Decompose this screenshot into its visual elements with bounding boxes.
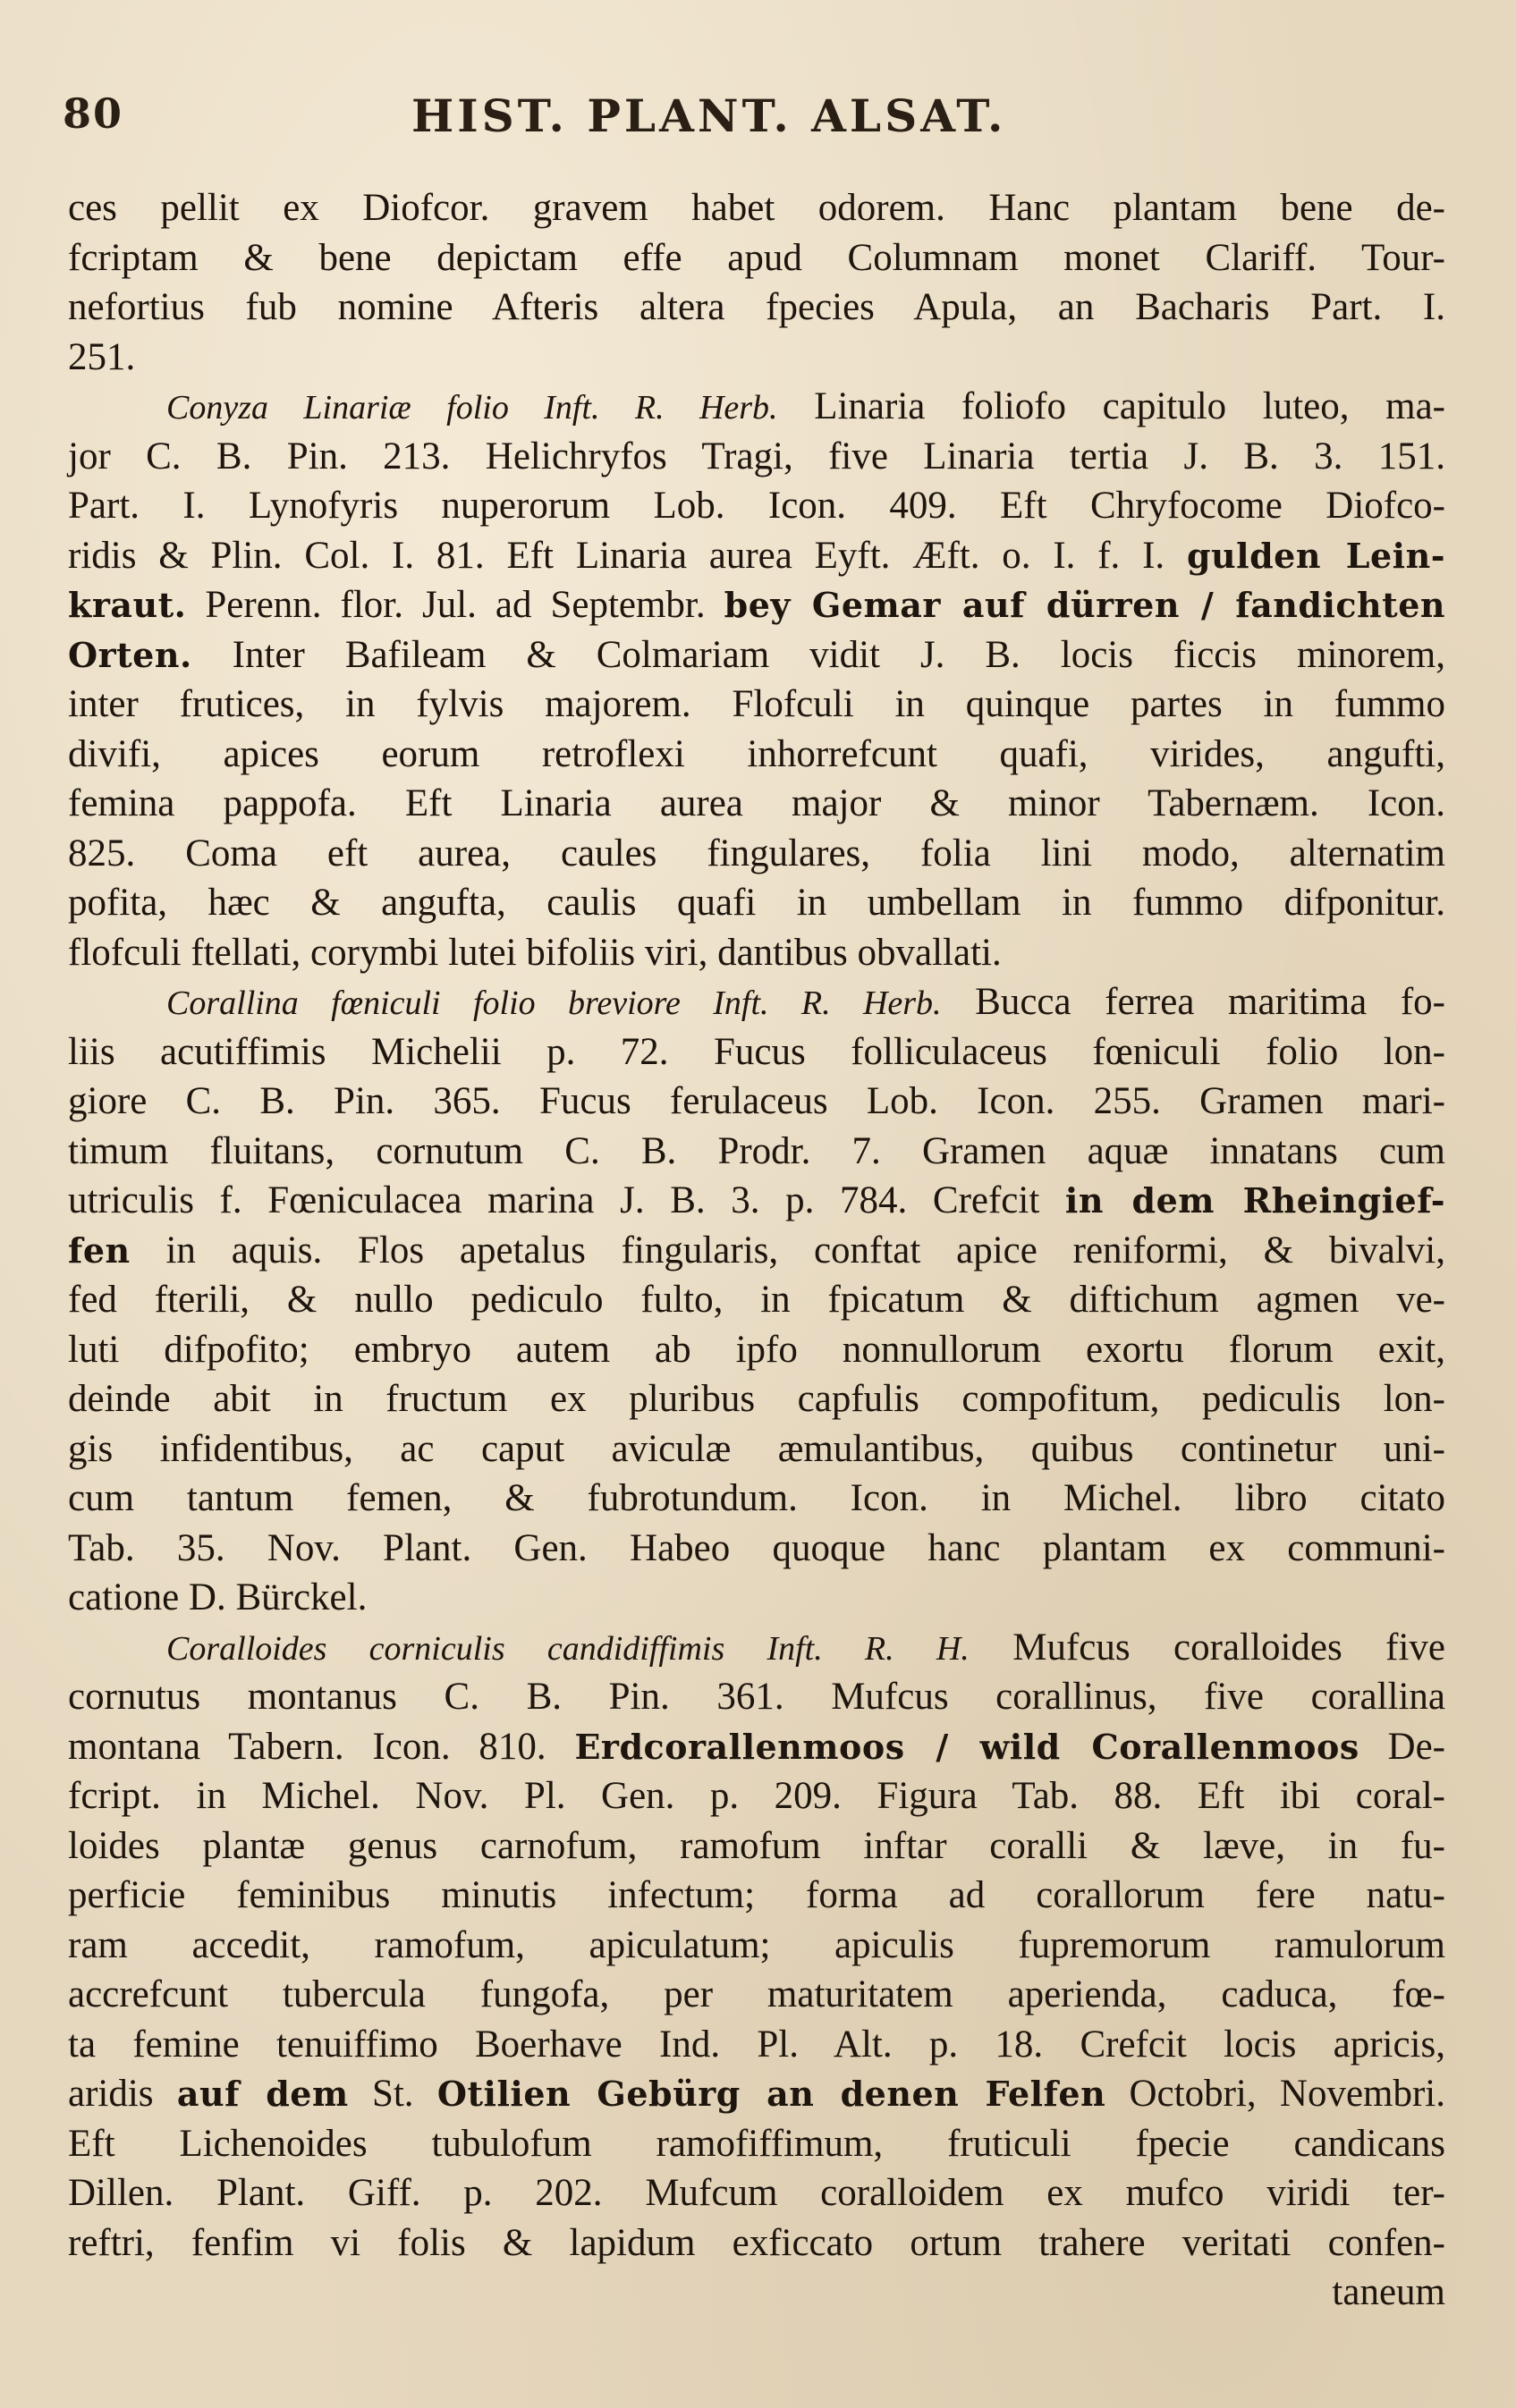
line-text: timum fluitans, cornutum C. B. Prodr. 7. Gramen aquæ innatans cum [68,1129,1445,1172]
text-line [68,977,1445,1027]
line-text: 251. [68,335,136,378]
text-line [68,1573,1445,1623]
line-text: Octobri, Novembri. [1105,2073,1445,2115]
german-blackletter: Erdcorallenmoos / wild Corallenmoos [574,1726,1359,1767]
text-line [68,1524,1445,1574]
german-blackletter: Otilien Gebürg an denen Felfen [436,2074,1106,2114]
text-line [68,333,1445,383]
text-line [68,1374,1445,1424]
text-line [68,680,1445,730]
line-text: Perenn. flor. Jul. ad Septembr. [186,584,724,626]
text-line [68,1672,1445,1722]
line-text: 825. Coma eft aurea, caules fingulares, folia lini modo, alternatim [68,832,1445,874]
text-line [68,1127,1445,1177]
german-blackletter: fen [68,1229,131,1271]
line-text: St. [348,2073,437,2115]
line-text: ram accedit, ramofum, apiculatum; apiculis fupremorum ramulorum [68,1923,1445,1966]
line-text: Bucca ferrea maritima fo- [941,981,1446,1023]
line-text: Tab. 35. Nov. Plant. Gen. Habeo quoque hanc plantam ex communi- [68,1526,1445,1569]
line-text: reftri, fenfim vi folis & lapidum exficcato ortum trahere veritati confen- [68,2221,1445,2264]
text-line [68,730,1445,780]
species-name: Coralloides corniculis candidiffimis Inft. R. H. [166,1629,970,1668]
line-text: cum tantum femen, & fubrotundum. Icon. in Michel. libro citato [68,1477,1445,1519]
running-head: HIST. PLANT. ALSAT. [411,89,1007,142]
text-line [68,580,1445,630]
text-line [68,2069,1445,2119]
line-text: luti difpofito; embryo autem ab ipfo nonnullorum exortu florum exit, [68,1328,1445,1371]
text-line [68,283,1445,333]
text-line [68,2020,1445,2070]
text-line [68,1325,1445,1375]
line-text: aridis [68,2073,177,2115]
line-text: Dillen. Plant. Giff. p. 202. Mufcum coralloidem ex mufco viridi ter- [68,2172,1445,2214]
line-text: montana Tabern. Icon. 810. [68,1725,575,1768]
line-text: Linaria foliofo capitulo luteo, ma- [777,385,1446,427]
text-line [68,1970,1445,2020]
line-text: gis infidentibus, ac caput aviculæ æmulantibus, quibus continetur uni- [68,1427,1445,1470]
line-text: divifi, apices eorum retroflexi inhorrefcunt quafi, virides, angufti, [68,732,1445,775]
page-header [63,89,1458,152]
line-text: deinde abit in fructum ex pluribus capfulis compofitum, pediculis lon- [68,1378,1445,1420]
line-text: catione D. Bürckel. [68,1576,368,1618]
text-line [68,1623,1445,1673]
text-line [68,382,1445,432]
text-line [68,1871,1445,1921]
german-blackletter: in dem Rheingief- [1064,1180,1445,1221]
text-line [68,1921,1445,1971]
line-text: perficie feminibus minutis infectum; forma ad corallorum fere natu- [68,1874,1445,1916]
line-text: femina pappofa. Eft Linaria aurea major & minor Tabernæm. Icon. [68,782,1445,824]
line-text: Mufcus coralloides five [969,1626,1446,1669]
german-blackletter: bey Gemar auf dürren / fandichten [724,585,1446,625]
line-text: fcript. in Michel. Nov. Pl. Gen. p. 209. Figura Tab. 88. Eft ibi coral- [68,1775,1445,1817]
text-line [68,1424,1445,1474]
text-line [68,2268,1445,2318]
text-line [68,1226,1445,1276]
line-text: jor C. B. Pin. 213. Helichryfos Tragi, five Linaria tertia J. B. 3. 151. [68,435,1445,477]
text-line [68,432,1445,482]
text-line [68,183,1445,233]
line-text: cornutus montanus C. B. Pin. 361. Mufcus corallinus, five corallina [68,1676,1445,1718]
line-text: accrefcunt tubercula fungofa, per maturitatem aperienda, caduca, fœ- [68,1973,1445,2015]
german-blackletter: gulden Lein- [1186,535,1445,576]
line-text: Part. I. Lynofyris nuperorum Lob. Icon. 409. Eft Chryfocome Diofco- [68,485,1445,527]
german-blackletter: kraut. [68,585,187,625]
text-line [68,630,1445,680]
text-line [68,1077,1445,1127]
line-text: loides plantæ genus carnofum, ramofum inftar coralli & læve, in fu- [68,1824,1445,1867]
line-text: taneum [1332,2271,1445,2313]
text-line [68,2168,1445,2218]
line-text: utriculis f. Fœniculacea marina J. B. 3. p. 784. Crefcit [68,1179,1065,1221]
text-line [68,1771,1445,1821]
text-line [68,233,1445,283]
text-line [68,1027,1445,1077]
line-text: fcriptam & bene depictam effe apud Columnam monet Clariff. Tour- [68,236,1445,279]
text-line [68,531,1445,581]
text-line [68,1176,1445,1226]
german-blackletter: auf dem [176,2074,349,2114]
german-blackletter: Orten. [68,634,192,675]
line-text: nefortius fub nomine Afteris altera fpecies Apula, an Bacharis Part. I. [68,286,1445,328]
text-line [68,1722,1445,1772]
line-text: fed fterili, & nullo pediculo fulto, in fpicatum & diftichum agmen ve- [68,1279,1445,1321]
species-name: Corallina fœniculi folio breviore Inft. R. Herb. [166,984,942,1022]
text-line [68,1275,1445,1325]
species-name: Conyza Linariæ folio Inft. R. Herb. [166,389,778,427]
text-line [68,2218,1445,2269]
line-text: ces pellit ex Diofcor. gravem habet odorem. Hanc plantam bene de- [68,187,1445,229]
text-line [68,1474,1445,1524]
line-text: ridis & Plin. Col. I. 81. Eft Linaria aurea Eyft. Æft. o. I. f. I. [68,534,1187,577]
line-text: inter frutices, in fylvis majorem. Flofculi in quinque partes in fummo [68,683,1445,725]
line-text: ta femine tenuiffimo Boerhave Ind. Pl. Alt. p. 18. Crefcit locis apricis, [68,2023,1445,2066]
line-text: De- [1359,1725,1445,1768]
text-line [68,878,1445,928]
text-line [68,829,1445,879]
line-text: liis acutiffimis Michelii p. 72. Fucus folliculaceus fœniculi folio lon- [68,1030,1445,1073]
page-number: 80 [63,89,124,138]
line-text: in aquis. Flos apetalus fingularis, conftat apice reniformi, & bivalvi, [130,1229,1445,1272]
line-text: Eft Lichenoides tubulofum ramofiffimum, fruticuli fpecie candicans [68,2122,1445,2165]
text-line [68,481,1445,531]
line-text: flofculi ftellati, corymbi lutei bifoliis viri, dantibus obvallati. [68,931,1002,974]
text-line [68,779,1445,829]
body-text [68,183,1445,2318]
text-line [68,1821,1445,1871]
line-text: pofita, hæc & angufta, caulis quafi in umbellam in fummo difponitur. [68,882,1445,924]
line-text: Inter Bafileam & Colmariam vidit J. B. locis ficcis minorem, [191,633,1445,676]
text-line [68,2119,1445,2169]
text-line [68,928,1445,978]
line-text: giore C. B. Pin. 365. Fucus ferulaceus Lob. Icon. 255. Gramen mari- [68,1080,1445,1122]
